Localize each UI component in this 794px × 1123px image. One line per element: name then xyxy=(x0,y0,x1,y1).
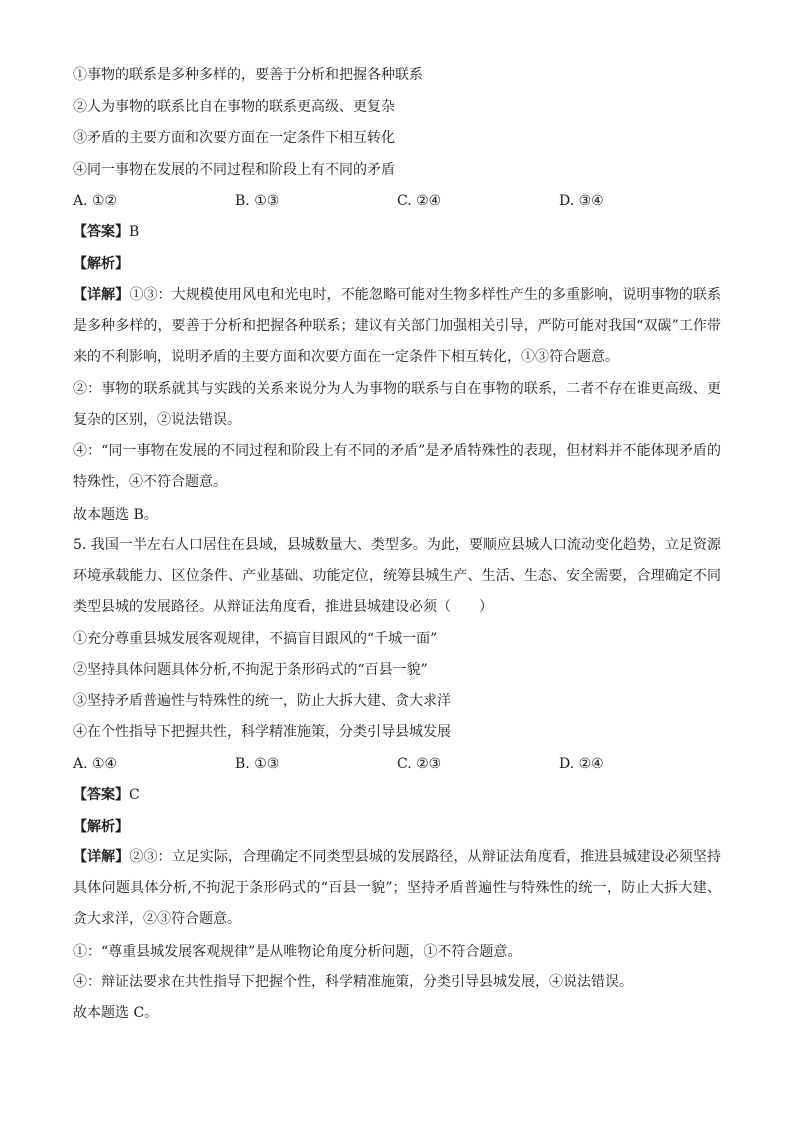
answer-tag: 【答案】 xyxy=(73,224,129,240)
q5-options xyxy=(73,754,721,774)
q5-detail-1 xyxy=(73,842,721,935)
q4-option-b: B. ①③ xyxy=(235,193,280,209)
q5-option-b: B. ①③ xyxy=(235,756,280,772)
q4-conclusion: 故本题选 B。 xyxy=(73,507,158,523)
q4-detail-3: ④：“同一事物在发展的不同过程和阶段上有不同的矛盾”是矛盾特殊性的表现，但材料并不能体现矛盾的特殊性，④不符合题意。 xyxy=(73,443,721,490)
q5-option-d: D. ②④ xyxy=(559,756,604,772)
q5-analysis-tag: 【解析】 xyxy=(73,819,129,835)
q5-statement-1: ①充分尊重县城发展客观规律，不搞盲目跟风的“千城一面” xyxy=(73,631,438,647)
answer-value: B xyxy=(129,224,140,240)
q5-option-a: A. ①④ xyxy=(73,756,118,772)
q4-detail-2: ②：事物的联系就其与实践的关系来说分为人为事物的联系与自在事物的联系，二者不存在谁更高级、更复杂的区别，②说法错误。 xyxy=(73,381,721,428)
q4-statement-4: ④同一事物在发展的不同过程和阶段上有不同的矛盾 xyxy=(73,162,395,178)
q4-statement-2: ②人为事物的联系比自在事物的联系更高级、更复杂 xyxy=(73,99,395,115)
q4-options xyxy=(73,191,721,211)
detail-tag: 【详解】 xyxy=(73,287,130,303)
answer-value: C xyxy=(129,787,140,803)
q5-detail-3: ④：辩证法要求在共性指导下把握个性，科学精准施策，分类引导县城发展，④说法错误。 xyxy=(73,974,633,990)
q5-answer xyxy=(73,785,140,805)
q4-answer xyxy=(73,222,139,242)
detail-text: ①③：大规模使用风电和光电时，不能忽略可能对生物多样性产生的多重影响，说明事物的联系是多种多样的，要善于分析和把握各种联系；建议有关部门加强相关引导，严防可能对我国“双碳”工作带来的不利影响，说明矛盾的主要方面和次要方面在一定条件下相互转化，①③符合题意。 xyxy=(73,287,722,365)
q5-statement-2: ②坚持具体问题具体分析,不拘泥于条形码式的“百县一貌” xyxy=(73,662,428,678)
q5-detail-2: ①：“尊重县城发展客观规律”是从唯物论角度分析问题，①不符合题意。 xyxy=(73,944,522,960)
q5-stem: 5. 我国一半左右人口居住在县域，县城数量大、类型多。为此，要顺应县城人口流动变化趋势，立足资源环境承载能力、区位条件、产业基础、功能定位，统筹县城生产、生活、生态、安全需要，合理确定不同类型县城的发展路径。从辩证法角度看，推进县城建设必须（ ） xyxy=(73,537,721,615)
q4-option-a: A. ①② xyxy=(73,193,118,209)
q4-option-c: C. ②④ xyxy=(397,193,442,209)
q5-statement-4: ④在个性指导下把握共性，科学精准施策，分类引导县城发展 xyxy=(73,724,451,740)
q4-statement-1: ①事物的联系是多种多样的，要善于分析和把握各种联系 xyxy=(73,67,423,83)
q4-analysis-tag: 【解析】 xyxy=(73,256,129,272)
q5-option-c: C. ②③ xyxy=(397,756,442,772)
q5-conclusion: 故本题选 C。 xyxy=(73,1005,159,1021)
q4-statement-3: ③矛盾的主要方面和次要方面在一定条件下相互转化 xyxy=(73,130,395,146)
detail-tag: 【详解】 xyxy=(73,849,130,865)
answer-tag: 【答案】 xyxy=(73,787,129,803)
detail-text: ②③：立足实际，合理确定不同类型县城的发展路径，从辩证法角度看，推进县城建设必须坚持具体问题具体分析,不拘泥于条形码式的“百县一貌”；坚持矛盾普遍性与特殊性的统一，防止大拆大建、贪大求洋，②③符合题意。 xyxy=(73,849,722,927)
q5-statement-3: ③坚持矛盾普遍性与特殊性的统一，防止大拆大建、贪大求洋 xyxy=(73,693,451,709)
q4-detail-1 xyxy=(73,280,721,373)
q4-option-d: D. ③④ xyxy=(559,193,604,209)
